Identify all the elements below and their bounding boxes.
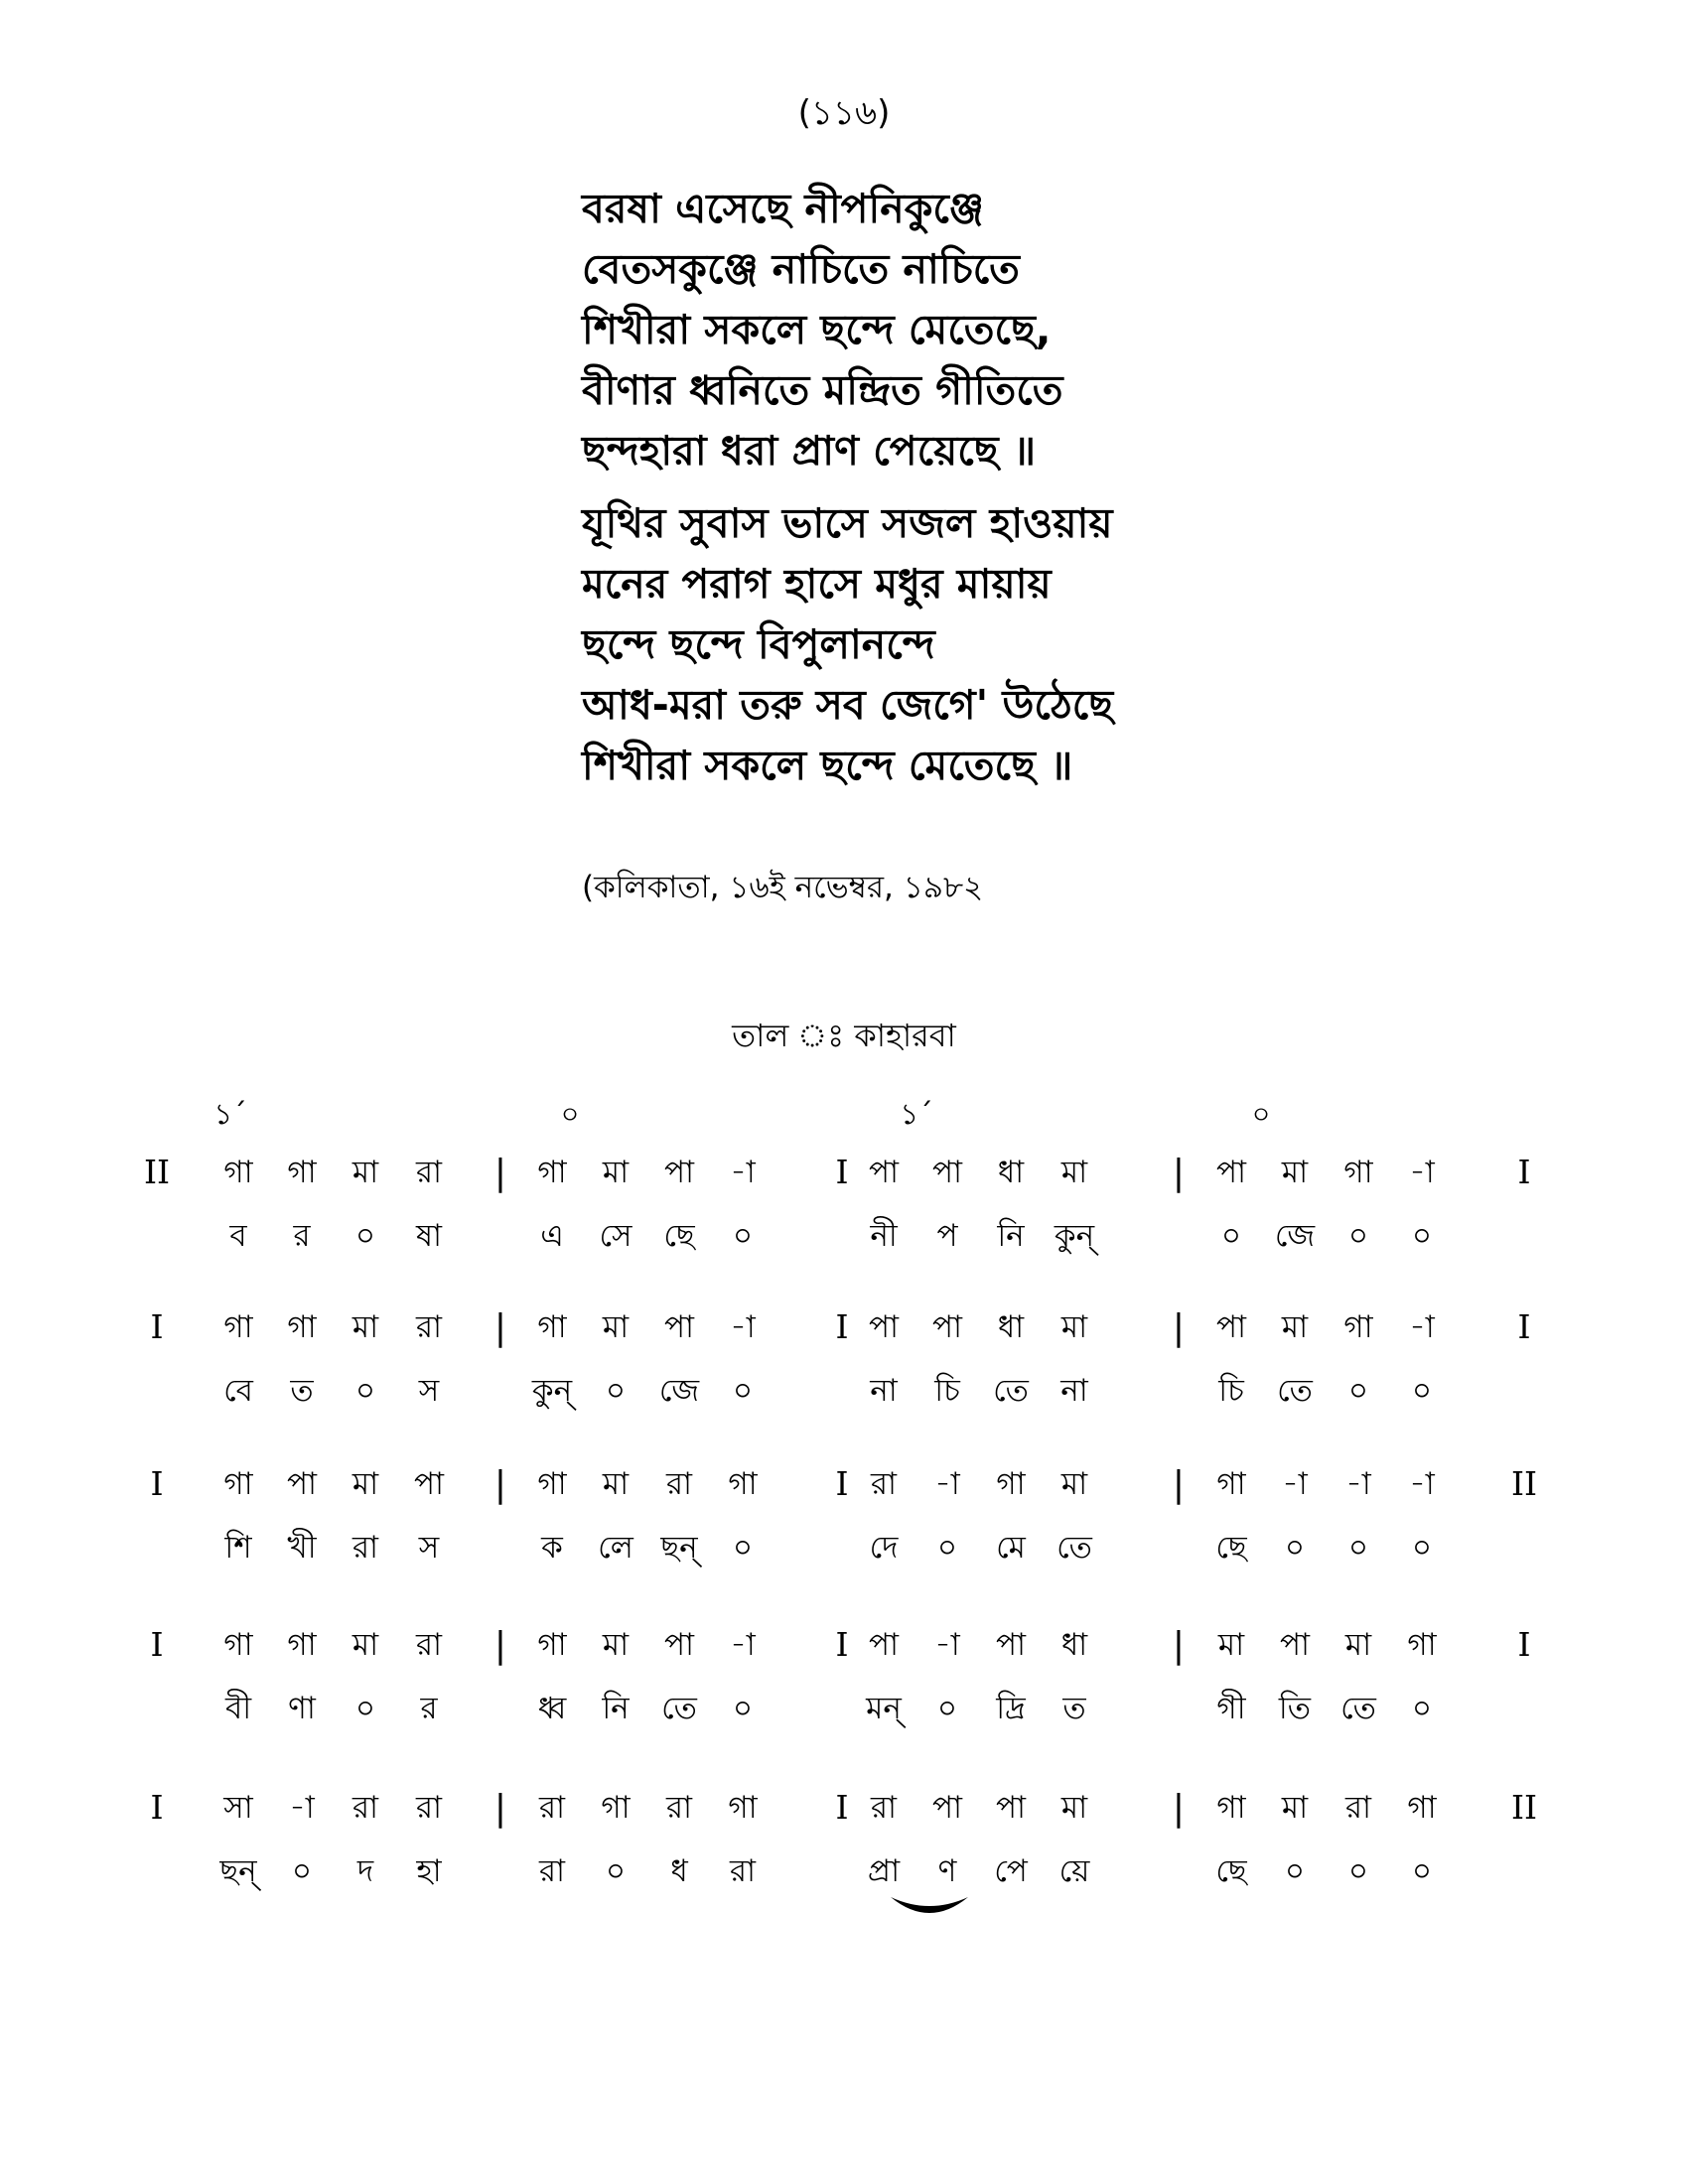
lyric-cell: না <box>870 1373 898 1409</box>
lyric-cell: সে <box>599 1218 633 1254</box>
note-cell: ধা <box>997 1309 1025 1345</box>
lyric-cell: ০ <box>1411 1373 1433 1409</box>
lyric-cell: ০ <box>1411 1530 1433 1566</box>
bar-line: I <box>1517 1307 1531 1346</box>
note-cell: রা <box>415 1155 443 1190</box>
lyric-cell: ০ <box>354 1373 376 1409</box>
lyric-cell: ব <box>229 1218 247 1254</box>
lyric-cell: ত <box>1062 1691 1086 1726</box>
lyric-cell: র <box>293 1218 311 1254</box>
lyric-cell: ০ <box>1284 1853 1306 1889</box>
lyric-cell: দে <box>869 1530 899 1566</box>
lyric-cell: ০ <box>1220 1218 1242 1254</box>
note-cell: মা <box>602 1309 630 1345</box>
lyric-cell: ০ <box>732 1373 754 1409</box>
lyric-cell: বী <box>224 1691 252 1726</box>
note-cell: -া <box>1345 1466 1371 1502</box>
bar-line: I <box>150 1625 164 1664</box>
bar-line: I <box>835 1625 849 1664</box>
bar-line: I <box>150 1307 164 1346</box>
lyric-cell: তে <box>661 1691 697 1726</box>
note-cell: পা <box>931 1155 963 1190</box>
lyric-cell: ছে <box>1215 1530 1247 1566</box>
bar-line: | <box>1172 1153 1186 1193</box>
lyric-cell: কুন্ <box>531 1373 573 1409</box>
note-cell: গা <box>223 1309 253 1345</box>
note-cell: মা <box>1281 1790 1309 1826</box>
lyric-cell: ০ <box>1411 1691 1433 1726</box>
note-cell: গা <box>223 1627 253 1663</box>
poem-line: ছন্দে ছন্দে বিপুলানন্দে <box>582 620 935 668</box>
note-cell: মা <box>352 1309 379 1345</box>
poem-line: বীণার ধ্বনিতে মন্দ্রিত গীতিতে <box>582 366 1063 414</box>
note-cell: পা <box>868 1627 900 1663</box>
lyric-cell: ০ <box>1347 1530 1369 1566</box>
lyric-cell: শি <box>224 1530 252 1566</box>
note-cell: গা <box>1216 1790 1246 1826</box>
lyric-cell: রা <box>538 1853 566 1889</box>
note-cell: মা <box>1060 1790 1088 1826</box>
note-cell: রা <box>352 1790 379 1826</box>
bar-line: I <box>835 1153 849 1191</box>
note-cell: পা <box>663 1309 695 1345</box>
lyric-cell: ০ <box>732 1530 754 1566</box>
lyric-cell: বে <box>223 1373 253 1409</box>
lyric-cell: ০ <box>1411 1218 1433 1254</box>
lyric-cell: না <box>1060 1373 1088 1409</box>
note-cell: মা <box>352 1155 379 1190</box>
note-cell: রা <box>870 1466 898 1502</box>
note-cell: মা <box>1060 1155 1088 1190</box>
bar-line: II <box>1510 1788 1538 1827</box>
tala-heading: তাল ঃ কাহারবা <box>732 1017 956 1054</box>
bar-line: I <box>1517 1153 1531 1191</box>
note-cell: পা <box>995 1627 1027 1663</box>
lyric-cell: স <box>418 1373 440 1409</box>
lyric-cell: স <box>418 1530 440 1566</box>
lyric-cell: ত <box>290 1373 314 1409</box>
slur-mark <box>887 1891 972 1925</box>
note-cell: মা <box>1344 1627 1372 1663</box>
lyric-cell: গী <box>1216 1691 1246 1726</box>
lyric-cell: প্রা <box>867 1853 901 1889</box>
lyric-cell: ক <box>541 1530 563 1566</box>
lyric-cell: তে <box>1340 1691 1376 1726</box>
lyric-cell: নি <box>602 1691 630 1726</box>
note-cell: -া <box>1409 1309 1435 1345</box>
beat-marker: ০ <box>560 1097 580 1131</box>
note-cell: পা <box>1215 1155 1247 1190</box>
note-cell: -া <box>934 1627 960 1663</box>
note-cell: রা <box>415 1790 443 1826</box>
note-cell: রা <box>665 1466 693 1502</box>
note-cell: গা <box>728 1466 758 1502</box>
note-cell: গা <box>996 1466 1026 1502</box>
bar-line: | <box>493 1625 507 1666</box>
poem-line: বেতসকুঞ্জে নাচিতে নাচিতে <box>582 245 1020 293</box>
poem-line: শিখীরা সকলে ছন্দে মেতেছে ॥ <box>582 742 1073 789</box>
note-cell: -া <box>1409 1466 1435 1502</box>
lyric-cell: ০ <box>732 1218 754 1254</box>
note-cell: মা <box>1281 1155 1309 1190</box>
lyric-cell: ০ <box>354 1218 376 1254</box>
poem-line: ছন্দহারা ধরা প্রাণ পেয়েছে ॥ <box>582 427 1037 475</box>
note-cell: পা <box>868 1155 900 1190</box>
bar-line: II <box>1510 1464 1538 1503</box>
note-cell: রা <box>1344 1790 1372 1826</box>
lyric-cell: ছে <box>1215 1853 1247 1889</box>
note-cell: গা <box>537 1309 567 1345</box>
lyric-cell: লে <box>598 1530 633 1566</box>
lyric-cell: ষা <box>415 1218 443 1254</box>
note-cell: ধা <box>997 1155 1025 1190</box>
lyric-cell: ণ <box>937 1853 957 1889</box>
lyric-cell: দ <box>356 1853 374 1889</box>
note-cell: রা <box>415 1627 443 1663</box>
bar-line: I <box>150 1788 164 1827</box>
bar-line: | <box>493 1464 507 1505</box>
lyric-cell: ০ <box>605 1373 627 1409</box>
lyric-cell: জে <box>1274 1218 1316 1254</box>
lyric-cell: ধ <box>670 1853 688 1889</box>
bar-line: I <box>835 1307 849 1346</box>
note-cell: মা <box>602 1466 630 1502</box>
bar-line: | <box>1172 1307 1186 1348</box>
lyric-cell: ০ <box>354 1691 376 1726</box>
poem-line: যূথির সুবাস ভাসে সজল হাওয়ায় <box>582 499 1113 547</box>
note-cell: গা <box>1407 1627 1437 1663</box>
lyric-cell: ০ <box>1284 1530 1306 1566</box>
note-cell: মা <box>352 1466 379 1502</box>
lyric-cell: ০ <box>1411 1853 1433 1889</box>
lyric-cell: রা <box>729 1853 757 1889</box>
lyric-cell: ০ <box>732 1691 754 1726</box>
lyric-cell: ০ <box>1347 1373 1369 1409</box>
lyric-cell: ছন্ <box>660 1530 698 1566</box>
note-cell: গা <box>1343 1309 1373 1345</box>
lyric-cell: নী <box>870 1218 898 1254</box>
note-cell: গা <box>1216 1466 1246 1502</box>
note-cell: মা <box>1281 1309 1309 1345</box>
lyric-cell: র <box>420 1691 438 1726</box>
bar-line: | <box>1172 1788 1186 1829</box>
note-cell: পা <box>663 1155 695 1190</box>
lyric-cell: কুন্ <box>1054 1218 1095 1254</box>
bar-line: | <box>493 1153 507 1193</box>
lyric-cell: তে <box>1056 1530 1092 1566</box>
note-cell: পা <box>1215 1309 1247 1345</box>
bar-line: | <box>493 1307 507 1348</box>
lyric-cell: তি <box>1278 1691 1312 1726</box>
note-cell: গা <box>601 1790 631 1826</box>
note-cell: মা <box>1060 1309 1088 1345</box>
lyric-cell: খী <box>287 1530 317 1566</box>
note-cell: গা <box>287 1627 317 1663</box>
note-cell: -া <box>934 1466 960 1502</box>
lyric-cell: ছন্ <box>219 1853 257 1889</box>
lyric-cell: ণা <box>288 1691 316 1726</box>
note-cell: ধা <box>1060 1627 1088 1663</box>
note-cell: মা <box>1060 1466 1088 1502</box>
lyric-cell: মে <box>996 1530 1026 1566</box>
bar-line: | <box>1172 1625 1186 1666</box>
lyric-cell: পে <box>994 1853 1028 1889</box>
note-cell: সা <box>223 1790 253 1826</box>
page-number: (১১৬) <box>797 93 891 133</box>
note-cell: গা <box>223 1155 253 1190</box>
note-cell: পা <box>1279 1627 1311 1663</box>
note-cell: গা <box>537 1466 567 1502</box>
note-cell: গা <box>537 1627 567 1663</box>
lyric-cell: তে <box>1277 1373 1313 1409</box>
bar-line: I <box>1517 1625 1531 1664</box>
note-cell: পা <box>413 1466 445 1502</box>
beat-marker: ১´ <box>900 1097 933 1131</box>
note-cell: গা <box>287 1309 317 1345</box>
lyric-cell: রা <box>352 1530 379 1566</box>
note-cell: -া <box>1282 1466 1308 1502</box>
note-cell: -া <box>730 1309 756 1345</box>
note-cell: গা <box>537 1155 567 1190</box>
note-cell: -া <box>730 1155 756 1190</box>
note-cell: -া <box>1409 1155 1435 1190</box>
lyric-cell: প <box>936 1218 958 1254</box>
lyric-cell: চি <box>934 1373 960 1409</box>
bar-line: | <box>493 1788 507 1829</box>
lyric-cell: ০ <box>1347 1218 1369 1254</box>
beat-marker: ১´ <box>213 1097 247 1131</box>
note-cell: পা <box>995 1790 1027 1826</box>
note-cell: -া <box>730 1627 756 1663</box>
lyric-cell: ০ <box>1347 1853 1369 1889</box>
lyric-cell: ০ <box>936 1530 958 1566</box>
note-cell: রা <box>415 1309 443 1345</box>
lyric-cell: ধ্ব <box>537 1691 567 1726</box>
bar-line: I <box>150 1464 164 1503</box>
lyric-cell: জে <box>658 1373 700 1409</box>
poem-line: আধ-মরা তরু সব জেগে' উঠেছে <box>582 681 1114 729</box>
lyric-cell: ০ <box>291 1853 313 1889</box>
note-cell: পা <box>931 1790 963 1826</box>
lyric-cell: এ <box>540 1218 564 1254</box>
note-cell: মা <box>602 1627 630 1663</box>
lyric-cell: য়ে <box>1058 1853 1090 1889</box>
lyric-cell: ছে <box>663 1218 695 1254</box>
note-cell: রা <box>665 1790 693 1826</box>
note-cell: পা <box>931 1309 963 1345</box>
note-cell: গা <box>728 1790 758 1826</box>
bar-line: I <box>835 1788 849 1827</box>
note-cell: রা <box>870 1790 898 1826</box>
lyric-cell: ০ <box>936 1691 958 1726</box>
note-cell: পা <box>663 1627 695 1663</box>
bar-line: II <box>143 1153 171 1191</box>
lyric-cell: চি <box>1218 1373 1244 1409</box>
date-line: (কলিকাতা, ১৬ই নভেম্বর, ১৯৮২ <box>582 870 984 905</box>
lyric-cell: ০ <box>605 1853 627 1889</box>
bar-line: I <box>835 1464 849 1503</box>
poem-line: বরষা এসেছে নীপনিকুঞ্জে <box>582 185 984 232</box>
poem-line: মনের পরাগ হাসে মধুর মায়ায় <box>582 560 1052 608</box>
beat-marker: ০ <box>1251 1097 1271 1131</box>
note-cell: রা <box>538 1790 566 1826</box>
note-cell: মা <box>1217 1627 1245 1663</box>
note-cell: গা <box>223 1466 253 1502</box>
note-cell: গা <box>1407 1790 1437 1826</box>
lyric-cell: নি <box>997 1218 1025 1254</box>
note-cell: মা <box>352 1627 379 1663</box>
note-cell: গা <box>287 1155 317 1190</box>
note-cell: -া <box>289 1790 315 1826</box>
lyric-cell: মন্ <box>866 1691 902 1726</box>
note-cell: মা <box>602 1155 630 1190</box>
note-cell: গা <box>1343 1155 1373 1190</box>
lyric-cell: দ্রি <box>996 1691 1026 1726</box>
note-cell: পা <box>286 1466 318 1502</box>
lyric-cell: তে <box>993 1373 1029 1409</box>
bar-line: | <box>1172 1464 1186 1505</box>
poem-line: শিখীরা সকলে ছন্দে মেতেছে, <box>582 306 1052 353</box>
lyric-cell: হা <box>416 1853 442 1889</box>
note-cell: পা <box>868 1309 900 1345</box>
